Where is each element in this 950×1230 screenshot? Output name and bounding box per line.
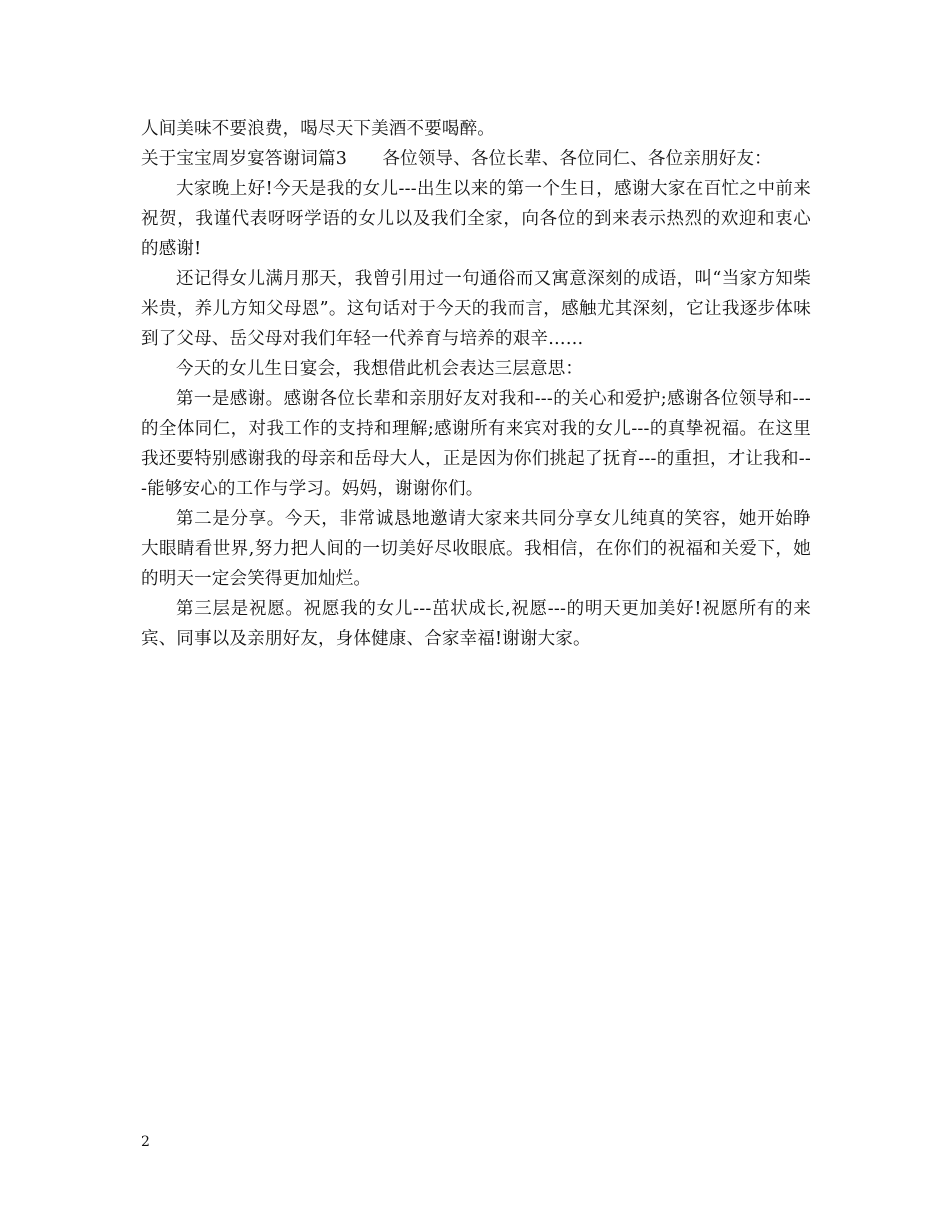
paragraph-2-heading: 关于宝宝周岁宴答谢词篇3 各位领导、各位长辈、各位同仁、各位亲朋好友： xyxy=(141,149,772,169)
paragraph-7: 第二是分享。今天，非常诚恳地邀请大家来共同分享女儿纯真的笑容，她开始睁大眼睛看世界,努力把人间的一切美好尽收眼底。我相信，在你们的祝福和关爱下，她的明天一定会笑得更加灿烂。 xyxy=(141,509,811,589)
page-number: 2 xyxy=(141,1134,150,1150)
paragraph-8: 第三层是祝愿。祝愿我的女儿---茁状成长,祝愿---的明天更加美好!祝愿所有的来宾、同事以及亲朋好友，身体健康、合家幸福!谢谢大家。 xyxy=(141,599,811,649)
paragraph-5: 今天的女儿生日宴会，我想借此机会表达三层意思： xyxy=(176,359,584,379)
paragraph-1: 人间美味不要浪费，喝尽天下美酒不要喝醉。 xyxy=(141,119,495,139)
paragraph-3: 大家晚上好!今天是我的女儿---出生以来的第一个生日，感谢大家在百忙之中前来祝贺，我谨代表呀呀学语的女儿以及我们全家，向各位的到来表示热烈的欢迎和衷心的感谢! xyxy=(141,179,811,259)
paragraph-4: 还记得女儿满月那天，我曾引用过一句通俗而又寓意深刻的成语，叫“当家方知柴米贵，养儿方知父母恩”。这句话对于今天的我而言，感触尤其深刻，它让我逐步体味到了父母、岳父母对我们年轻一代养育与培养的艰辛…… xyxy=(141,269,811,349)
paragraph-6: 第一是感谢。感谢各位长辈和亲朋好友对我和---的关心和爱护;感谢各位领导和---的全体同仁，对我工作的支持和理解;感谢所有来宾对我的女儿---的真挚祝福。在这里我还要特别感谢我的母亲和岳母大人，正是因为你们挑起了抚育---的重担，才让我和---能够安心的工作与学习。妈妈，谢谢你们。 xyxy=(141,389,811,499)
document-body xyxy=(141,114,811,654)
